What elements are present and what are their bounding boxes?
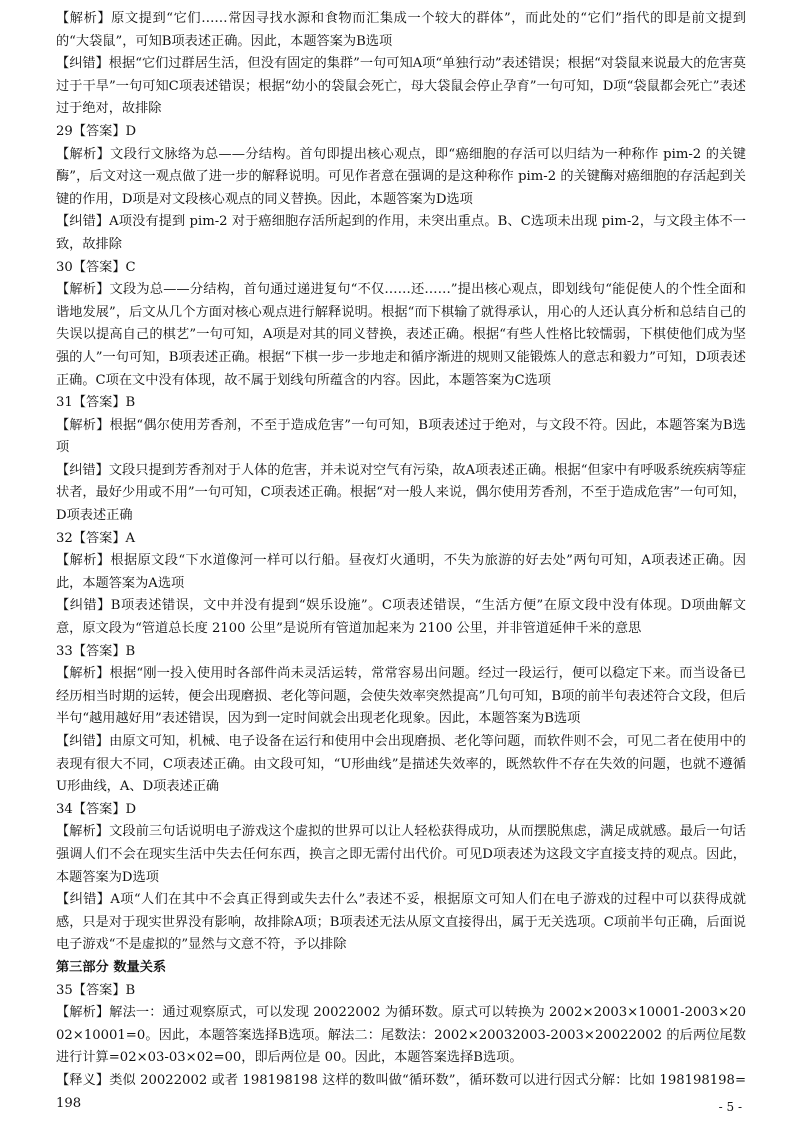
answer-line: 35【答案】B — [56, 982, 136, 998]
paragraph: 【纠错】A项“人们在其中不会真正得到或失去什么”表述不妥，根据原文可知人们在电子游戏的过程中可以获得成就感，只是对于现实世界没有影响，故排除A项；B项表述无法从原文直接得出，属于无关选项。C项前半句正确，后面说电子游戏“不是虚拟的”显然与文意不符，予以排除 — [56, 892, 746, 953]
document-body — [56, 8, 746, 1115]
paragraph: 【解析】根据“偶尔使用芳香剂，不至于造成危害”一句可知，B项表述过于绝对，与文段不符。因此，本题答案为B选项 — [56, 417, 746, 456]
paragraph: 【解析】解法一：通过观察原式，可以发现 20022002 为循环数。原式可以转换为 2002×2003×10001-2003×2002×10001=0。因此，本题答案选择B选项。解法二：尾数法：2002×20032003-2003×20022002 的后两位尾数进行计算=02×03-03×02=00，即后两位是 00。因此，本题答案选择B选项。 — [56, 1005, 746, 1066]
paragraph: 【解析】文段行文脉络为总——分结构。首句即提出核心观点，即“癌细胞的存活可以归结为一种称作 pim-2 的关键酶”，后文对这一观点做了进一步的解释说明。可见作者意在强调的是这种称作 pim-2 的关键酶对癌细胞的存活起到关键的作用，D项是对文段核心观点的同义替换。因此，本题答案为D选项 — [56, 146, 746, 207]
answer-line: 29【答案】D — [56, 123, 137, 139]
paragraph: 【纠错】文段只提到芳香剂对于人体的危害，并未说对空气有污染，故A项表述正确。根据“但家中有呼吸系统疾病等症状者，最好少用或不用”一句可知，C项表述正确。根据“对一般人来说，偶尔使用芳香剂，不至于造成危害”一句可知，D项表述正确 — [56, 462, 746, 524]
paragraph: 【解析】根据原文段“下水道像河一样可以行船。昼夜灯火通明，不失为旅游的好去处”两句可知，A项表述正确。因此，本题答案为A选项 — [56, 553, 746, 591]
answer-line: 31【答案】B — [56, 395, 136, 411]
page-number: - 5 - — [718, 1100, 742, 1114]
answer-line: 34【答案】D — [56, 801, 137, 817]
paragraph: 【释义】类似 20022002 或者 198198198 这样的数叫做“循环数”，循环数可以进行因式分解：比如 198198198=198 — [56, 1072, 746, 1111]
paragraph: 【纠错】由原文可知，机械、电子设备在运行和使用中会出现磨损、老化等问题，而软件则不会，可见二者在使用中的表现有很大不同，C项表述正确。由文段可知，“U形曲线”是描述失效率的，既然软件不存在失效的问题，也就不遵循U形曲线，A、D项表述正确 — [56, 734, 746, 795]
paragraph: 【解析】原文提到“它们……常因寻找水源和食物而汇集成一个较大的群体”，而此处的“它们”指代的即是前文提到的“大袋鼠”，可知B项表述正确。因此，本题答案为B选项 — [56, 11, 746, 49]
paragraph: 【纠错】A项没有提到 pim-2 对于癌细胞存活所起到的作用，未突出重点。B、C选项未出现 pim-2，与文段主体不一致，故排除 — [56, 214, 746, 252]
answer-line: 33【答案】B — [56, 643, 136, 659]
answer-line: 30【答案】C — [56, 259, 136, 275]
paragraph: 【纠错】B项表述错误，文中并没有提到“娱乐设施”。C项表述错误，“生活方便”在原文段中没有体现。D项曲解文意，原文段为“管道总长度 2100 公里”是说所有管道加起来为 2100 公里，并非管道延伸千米的意思 — [56, 598, 746, 637]
section-heading: 第三部分 数量关系 — [56, 959, 167, 975]
paragraph: 【解析】文段前三句话说明电子游戏这个虚拟的世界可以让人轻松获得成功，从而摆脱焦虑，满足成就感。最后一句话强调人们不会在现实生活中失去任何东西，换言之即无需付出代价。可见D项表述为这段文字直接支持的观点。因此，本题答案为D选项 — [56, 824, 746, 885]
answer-line: 32【答案】A — [56, 530, 136, 546]
paragraph: 【解析】文段为总——分结构，首句通过递进复句“不仅……还……”提出核心观点，即划线句“能促使人的个性全面和谐地发展”，后文从几个方面对核心观点进行解释说明。根据“而下棋输了就得承认，用心的人还认真分析和总结自己的失误以提高自己的棋艺”一句可知，A项是对其的同义替换，表述正确。根据“有些人性格比较懦弱，下棋使他们成为坚强的人”一句可知，B项表述正确。根据“下棋一步一步地走和循序渐进的规则又能锻炼人的意志和毅力”可知，D项表述正确。C项在文中没有体现，故不属于划线句所蕴含的内容。因此，本题答案为C选项 — [56, 282, 746, 388]
paragraph: 【纠错】根据“它们过群居生活，但没有固定的集群”一句可知A项“单独行动”表述错误；根据“对袋鼠来说最大的危害莫过于干旱”一句可知C项表述错误；根据“幼小的袋鼠会死亡，母大袋鼠会停止孕育”一句可知，D项“袋鼠都会死亡”表述过于绝对，故排除 — [56, 56, 746, 117]
paragraph: 【解析】根据“刚一投入使用时各部件尚未灵活运转，常常容易出问题。经过一段运行，便可以稳定下来。而当设备已经历相当时期的运转，便会出现磨损、老化等问题，会使失效率突然提高”几句可知，B项的前半句表述符合文段，但后半句“越用越好用”表述错误，因为到一定时间就会出现老化现象。因此，本题答案为B选项 — [56, 666, 746, 727]
